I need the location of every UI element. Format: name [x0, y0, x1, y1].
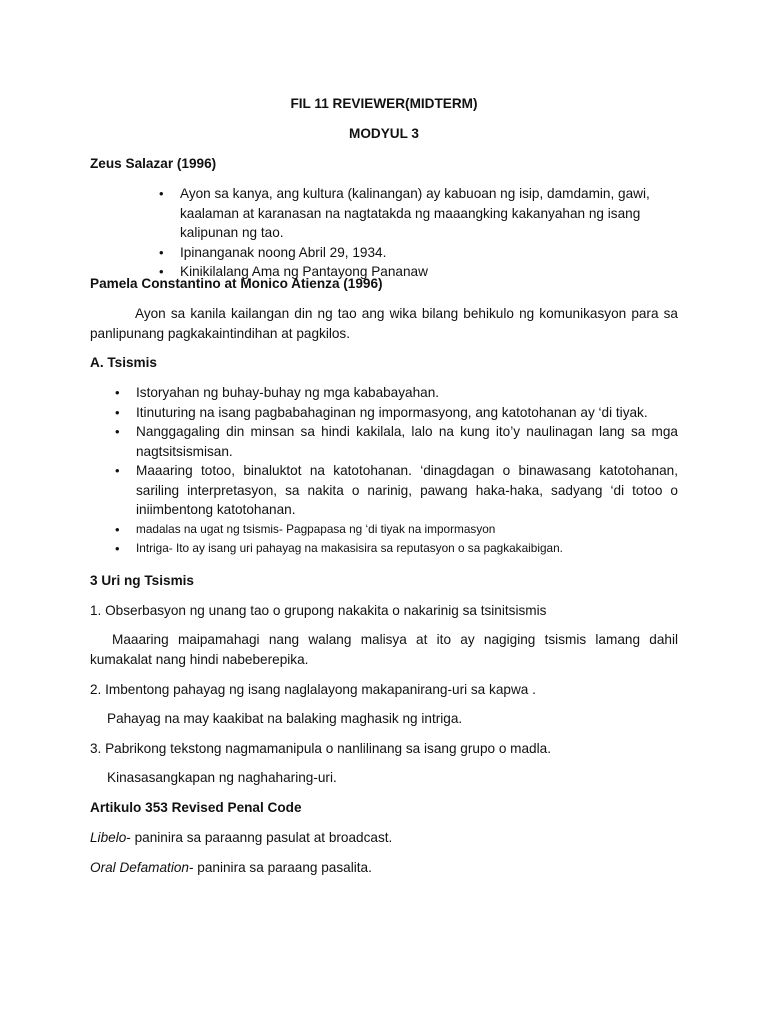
definition-term: Oral Defamation: [90, 860, 189, 875]
heading-artikulo: Artikulo 353 Revised Penal Code: [90, 800, 302, 815]
heading-constantino: Pamela Constantino at Monico Atienza (1996): [90, 276, 383, 291]
list-item-text: Istoryahan ng buhay-buhay ng mga kababayahan.: [136, 385, 440, 400]
definition-libelo: [90, 828, 678, 848]
uri-item-2-desc: Pahayag na may kaakibat na balaking maghasik ng intriga.: [107, 711, 463, 726]
list-item: [115, 383, 678, 403]
list-item-text: Nanggagaling din minsan sa hindi kakilala, lalo na kung ito’y naulinagan lang sa mga nagtsitsismisan.: [136, 424, 678, 459]
list-item: [159, 184, 678, 243]
bullet-icon: •: [115, 404, 120, 420]
list-item-text: madalas na ugat ng tsismis- Pagpapasa ng ‘di tiyak na impormasyon: [136, 521, 496, 536]
definition-oral-defamation: [90, 858, 678, 878]
list-item-text: Intriga- Ito ay isang uri pahayag na makasisira sa reputasyon o sa pagkakaibigan.: [136, 541, 563, 555]
definition-text: - paninira sa paraanng pasulat at broadcast.: [126, 830, 393, 845]
list-item-text: Maaaring totoo, binaluktot na katotohanan. ‘dinagdagan o binawasang katotohanan, sariling interpretasyon, sa nakita o narinig, pawang haka-haka, sadyang ‘di totoo o iniimbentong katotohanan.: [136, 463, 678, 517]
heading-tsismis: A. Tsismis: [90, 355, 157, 370]
document-title: FIL 11 REVIEWER(MIDTERM): [290, 96, 478, 111]
bullet-icon: •: [115, 424, 120, 439]
list-item-text: Kinikilalang Ama ng Pantayong Pananaw: [180, 264, 428, 279]
uri-item-3-title: 3. Pabrikong tekstong nagmamanipula o nanlilinang sa isang grupo o madla.: [90, 741, 551, 756]
list-item: [159, 243, 678, 263]
salazar-bullet-list: [159, 184, 678, 282]
bullet-icon: •: [115, 541, 120, 556]
definition-term: Libelo: [90, 830, 127, 845]
list-item-text: Ayon sa kanya, ang kultura (kalinangan) ay kabuoan ng isip, damdamin, gawi, kaalaman at karanasan na nagtatakda ng maaangking kakanyahan ng isang kalipunan ng tao.: [180, 186, 650, 240]
module-title: MODYUL 3: [349, 126, 419, 141]
bullet-icon: •: [115, 521, 120, 537]
heading-uri: 3 Uri ng Tsismis: [90, 573, 194, 588]
heading-salazar: Zeus Salazar (1996): [90, 156, 217, 171]
uri-item-1-desc: Maaaring maipamahagi nang walang malisya at ito ay nagiging tsismis lamang dahil kumakalat nang hindi nabeberepika.: [90, 632, 678, 667]
bullet-icon: •: [159, 264, 164, 279]
list-item: [115, 422, 678, 461]
list-item: [115, 520, 678, 540]
bullet-icon: •: [115, 385, 120, 400]
bullet-icon: •: [159, 186, 164, 201]
bullet-icon: •: [159, 244, 164, 260]
bullet-icon: •: [115, 463, 120, 478]
tsismis-bullet-list: [115, 383, 678, 559]
list-item: [115, 403, 678, 423]
list-item: [115, 539, 678, 559]
definition-text: - paninira sa paraang pasalita.: [188, 860, 372, 875]
uri-item-3-desc: Kinasasangkapan ng naghaharing-uri.: [107, 770, 337, 785]
uri-item-2-title: 2. Imbentong pahayag ng isang naglalayong makapanirang-uri sa kapwa .: [90, 682, 536, 697]
constantino-paragraph: Ayon sa kanila kailangan din ng tao ang wika bilang behikulo ng komunikasyon para sa panlipunang pagkakaintindihan at pagkilos.: [90, 306, 678, 341]
list-item-text: Ipinanganak noong Abril 29, 1934.: [180, 244, 387, 260]
list-item: [115, 461, 678, 520]
uri-item-1-title: 1. Obserbasyon ng unang tao o grupong nakakita o nakarinig sa tsinitsismis: [90, 603, 547, 618]
list-item-text: Itinuturing na isang pagbabahaginan ng impormasyong, ang katotohanan ay ‘di tiyak.: [136, 404, 648, 420]
